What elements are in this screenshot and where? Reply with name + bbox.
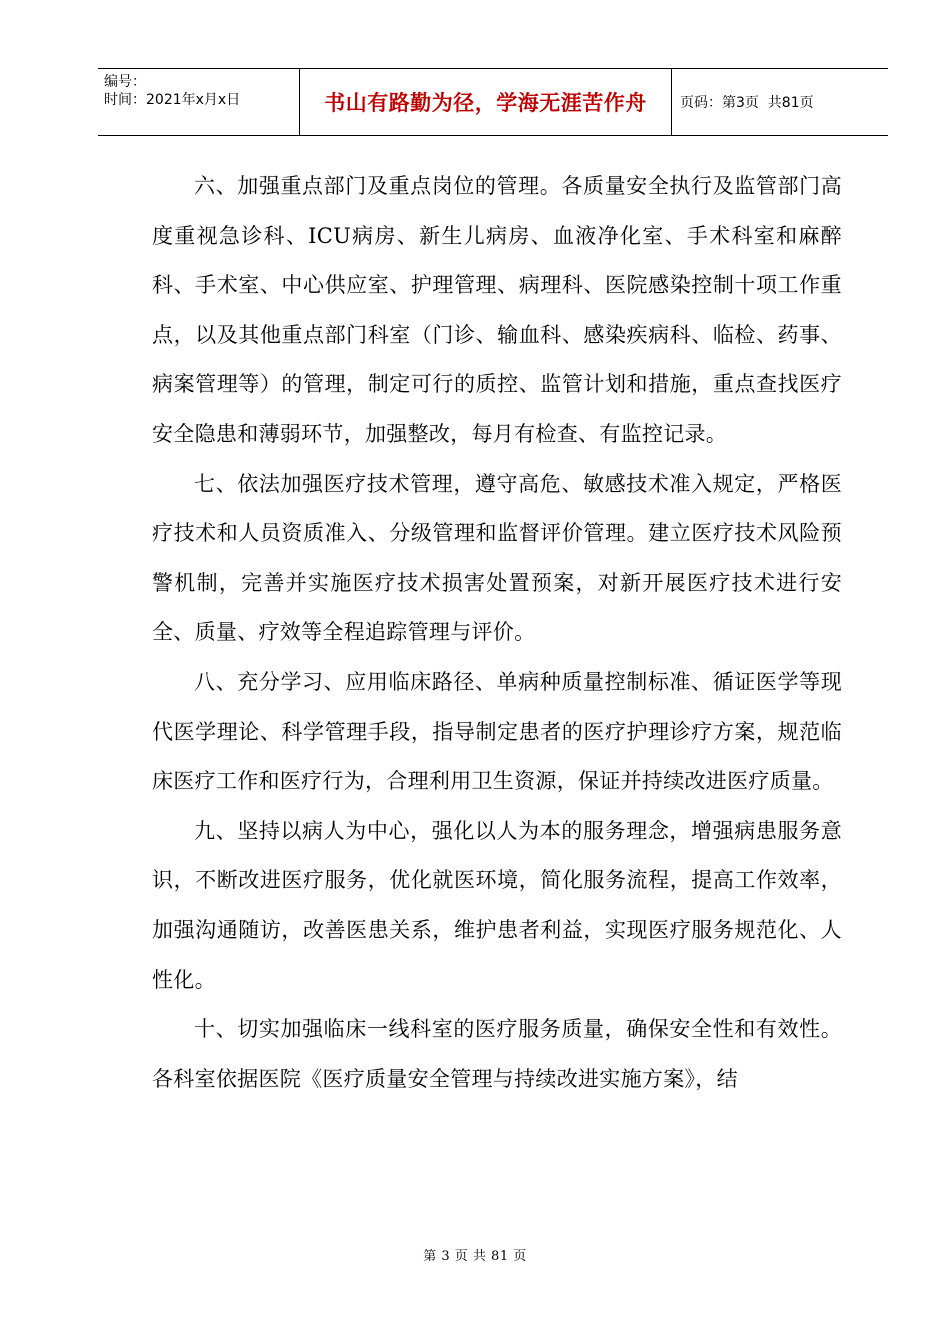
header-page-label: 页码：第3页 共81页 <box>680 95 814 111</box>
document-number-label: 编号： <box>104 74 146 90</box>
paragraph-6: 六、加强重点部门及重点岗位的管理。各质量安全执行及监管部门高度重视急诊科、ICU病房、新生儿病房、血液净化室、手术科室和麻醉科、手术室、中心供应室、护理管理、病理科、医院感染控制十项工作重点，以及其他重点部门科室（门诊、输血科、感染疾病科、临检、药事、病案管理等）的管理，制定可行的质控、监管计划和措施，重点查找医疗安全隐患和薄弱环节，加强整改，每月有检查、有监控记录。 <box>152 174 842 446</box>
paragraph-10: 十、切实加强临床一线科室的医疗服务质量，确保安全性和有效性。各科室依据医院《医疗质量安全管理与持续改进实施方案》，结 <box>152 1017 842 1091</box>
document-time-label: 时间：2021年x月x日 <box>104 92 241 108</box>
header-motto: 书山有路勤为径，学海无涯苦作舟 <box>300 69 672 135</box>
page-header <box>98 68 888 136</box>
paragraph-7: 七、依法加强医疗技术管理，遵守高危、敏感技术准入规定，严格医疗技术和人员资质准入、分级管理和监督评价管理。建立医疗技术风险预警机制，完善并实施医疗技术损害处置预案，对新开展医疗技术进行安全、质量、疗效等全程追踪管理与评价。 <box>152 471 842 645</box>
page-footer: 第 3 页 共 81 页 <box>423 1249 527 1264</box>
paragraph-8: 八、充分学习、应用临床路径、单病种质量控制标准、循证医学等现代医学理论、科学管理手段，指导制定患者的医疗护理诊疗方案，规范临床医疗工作和医疗行为，合理利用卫生资源，保证并持续改进医疗质量。 <box>152 669 842 794</box>
paragraph-9: 九、坚持以病人为中心，强化以人为本的服务理念，增强病患服务意识，不断改进医疗服务，优化就医环境，简化服务流程，提高工作效率，加强沟通随访，改善医患关系，维护患者利益，实现医疗服务规范化、人性化。 <box>152 818 842 992</box>
header-page-info <box>672 69 888 135</box>
header-meta <box>98 69 300 135</box>
document-body <box>152 162 842 1104</box>
